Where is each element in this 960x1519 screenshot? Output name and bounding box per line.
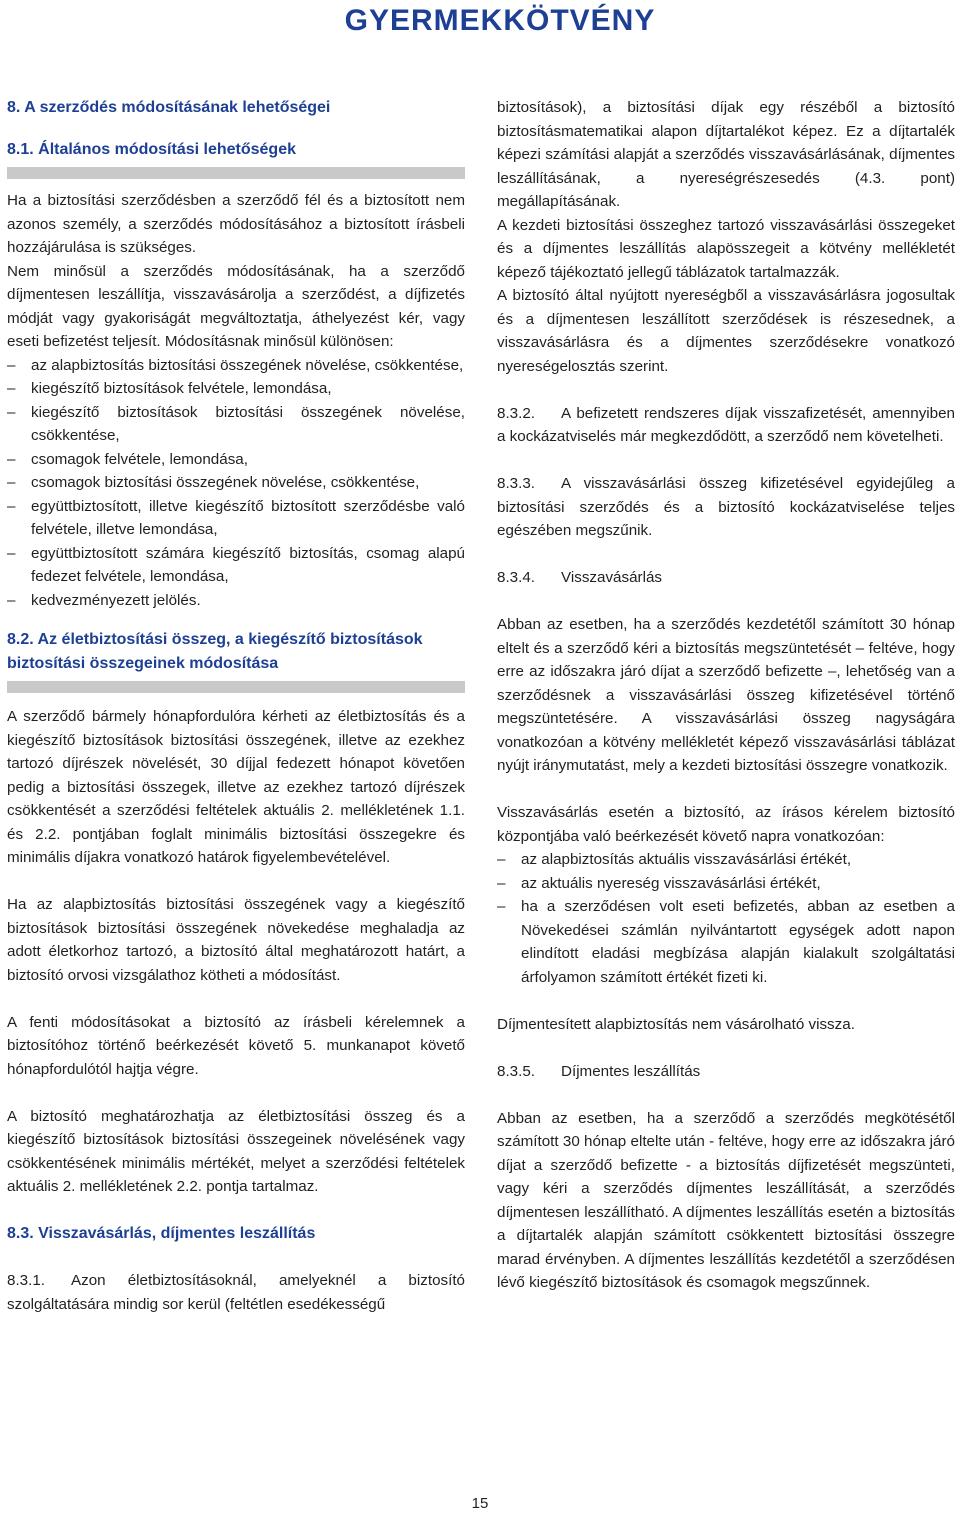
heading-8-3-5 <box>497 1060 955 1084</box>
paragraph: A fenti módosításokat a biztosító az írásbeli kérelemnek a biztosítóhoz történő beérkezését követő 5. munkanapot követő hónapfordulótól hajtja végre. <box>7 1013 465 1078</box>
clause-text: A visszavásárlási összeg kifizetésével egyidejűleg a biztosítási szerződés és a biztosító kockázatviselése teljes egészében megszűnik. <box>497 475 955 539</box>
heading-8-3-4 <box>497 566 955 590</box>
clause-title: Díjmentes leszállítás <box>561 1062 701 1080</box>
clause-number: 8.3.4. <box>497 569 535 586</box>
paragraph: Abban az esetben, ha a szerződő a szerződés megkötésétől számított 30 hónap eltelte után - feltéve, hogy erre az időszakra járó díjat a szerződő befizette - a biztosítás díjfizetését megszünteti, vagy kéri a szerződés díjmentes leszállítását, a szerződés díjmentesen leszállítható. A díjmentes leszállítás esetén a biztosítás a díjtartalék alapján számított csökkentett biztosítási összegre marad érvényben. A díjmentes leszállítás kezdetétől a szerződésen lévő kiegészítő biztosítások és csomagok megszűnnek. <box>497 1109 955 1291</box>
list-item: – ha a szerződésen volt eseti befizetés, abban az esetben a Növekedései számlán nyilvántartott egységek adott napon elindított eladási megbízása alapján kialakult szolgáltatási árfolyamon számított értékét fizeti ki. <box>497 895 955 989</box>
list-item: – az alapbiztosítás aktuális visszavásárlási értékét, <box>497 848 955 872</box>
surrender-list <box>497 848 955 989</box>
paragraph: Visszavásárlás esetén a biztosító, az írásos kérelem biztosító központjába való beérkezését követő napra vonatkozóan: <box>497 804 955 845</box>
list-item: – csomagok biztosítási összegének növelése, csökkentése, <box>7 471 465 495</box>
clause-number: 8.3.5. <box>497 1062 535 1080</box>
paragraph: A biztosító által nyújtott nyereségből a visszavásárlásra jogosultak és a díjmentesen leszállított szerződések is részesednek, a visszavásárlásra és a díjmentes szerződésekre vonatkozó nyereségelosztás szerint. <box>497 287 955 375</box>
paragraph-8-3-3 <box>497 472 955 543</box>
list-item: – az aktuális nyereség visszavásárlási értékét, <box>497 872 955 896</box>
section-8-3-title: 8.3. Visszavásárlás, díjmentes leszállítás <box>7 1225 316 1242</box>
list-item: – az alapbiztosítás biztosítási összegének növelése, csökkentése, <box>7 354 465 378</box>
page-number: 15 <box>471 1495 489 1512</box>
section-divider-bar <box>7 681 465 693</box>
right-column <box>497 96 955 1295</box>
paragraph: A szerződő bármely hónapfordulóra kérheti az életbiztosítás és a kiegészítő biztosítások biztosítási összegének, illetve az ezekhez tartozó díjrészek növelését, 30 díjjal fedezett hónapot követően pedig a biztosítási összegek, illetve az ezekhez tartozó díjrészek csökkentését a szerződési feltételek aktuális 2. mellékletének 1.1. és 2.2. pontjában foglalt minimális biztosítási összegekre és minimális díjakra vonatkozó határok figyelembevételével. <box>7 708 465 866</box>
section-8-title: 8. A szerződés módosításának lehetőségei <box>7 99 331 116</box>
paragraph: A biztosító meghatározhatja az életbiztosítási összeg és a kiegészítő biztosítások biztosítási összegeinek növelésének vagy csökkentésének minimális mértékét, melyet a szerződési feltételek aktuális 2. mellékletének 2.2. pontja tartalmaz. <box>7 1107 465 1195</box>
section-8-1-title: 8.1. Általános módosítási lehetőségek <box>7 140 296 158</box>
modification-list <box>7 354 465 613</box>
paragraph: Nem minősül a szerződés módosításának, ha a szerződő díjmentesen leszállítja, visszavásárolja a szerződést, a díjfizetés módját vagy gyakoriságát megváltoztatja, áthelyezést kér, vagy eseti befizetést teljesít. Módosításnak minősül különösen: <box>7 262 465 350</box>
list-item: – együttbiztosított, illetve kiegészítő biztosított szerződésbe való felvétele, illetve lemondása, <box>7 495 465 542</box>
section-8-2-title: 8.2. Az életbiztosítási összeg, a kiegészítő biztosítások biztosítási összegeinek módosítása <box>7 631 423 672</box>
list-item: – kiegészítő biztosítások felvétele, lemondása, <box>7 377 465 401</box>
left-column <box>7 96 465 1316</box>
list-item: – csomagok felvétele, lemondása, <box>7 448 465 472</box>
clause-title: Visszavásárlás <box>561 569 663 586</box>
section-divider-bar <box>7 167 465 179</box>
paragraph: A kezdeti biztosítási összeghez tartozó visszavásárlási összegeket és a díjmentes leszállítás alapösszegeit a kötvény mellékletét képező tájékoztató jellegű táblázatok tartalmazzák. <box>497 216 955 281</box>
paragraph: Abban az esetben, ha a szerződés kezdetétől számított 30 hónap eltelt és a szerződő kéri a biztosítás megszüntetését – feltéve, hogy erre az időszakra járó díjat a szerződő befizette –, lehetőség van a szerződésnek a visszavásárlási összeg kifizetésével történő megszüntetésére. A visszavásárlási összeg nagyságára vonatkozóan a kötvény mellékletét képező visszavásárlási táblázat nyújt iránymutatást, mely a kezdeti biztosítási összegre vonatkozik. <box>497 616 955 774</box>
paragraph: Ha a biztosítási szerződésben a szerződő fél és a biztosított nem azonos személy, a szerződés módosításához a biztosított írásbeli hozzájárulása is szükséges. <box>7 192 465 256</box>
list-item: – kiegészítő biztosítások biztosítási összegének növelése, csökkentése, <box>7 401 465 448</box>
paragraph: Ha az alapbiztosítás biztosítási összegének vagy a kiegészítő biztosítások biztosítási összegének növekedése meghaladja az adott életkorhoz tartozó, a biztosító által meghatározott határt, a biztosító orvosi vizsgálathoz kötheti a módosítást. <box>7 896 465 984</box>
clause-number: 8.3.3. <box>497 475 535 492</box>
paragraph: Díjmentesített alapbiztosítás nem vásárolható vissza. <box>497 1015 855 1033</box>
clause-text: Azon életbiztosításoknál, amelyeknél a biztosító szolgáltatására mindig sor kerül (feltétlen esedékességű <box>7 1272 465 1313</box>
list-item: – együttbiztosított számára kiegészítő biztosítás, csomag alapú fedezet felvétele, lemondása, <box>7 542 465 589</box>
clause-number: 8.3.1. <box>7 1272 45 1289</box>
paragraph-8-3-1 <box>7 1269 465 1316</box>
clause-text: A befizetett rendszeres díjak visszafizetését, amennyiben a kockázatviselés már megkezdődött, a szerződő nem követelheti. <box>497 404 955 445</box>
list-item: – kedvezményezett jelölés. <box>7 589 465 613</box>
clause-number: 8.3.2. <box>497 404 535 422</box>
paragraph: biztosítások), a biztosítási díjak egy részéből a biztosító biztosításmatematikai alapon díjtartalékot képez. Ez a díjtartalék képezi számítási alapját a szerződés visszavásárlásának, díjmentes leszállításának, a nyereségrészesedés (4.3. pont) megállapításának. <box>497 99 955 210</box>
paragraph-8-3-2 <box>497 402 955 449</box>
document-header: GYERMEKKÖTVÉNY <box>344 4 656 37</box>
